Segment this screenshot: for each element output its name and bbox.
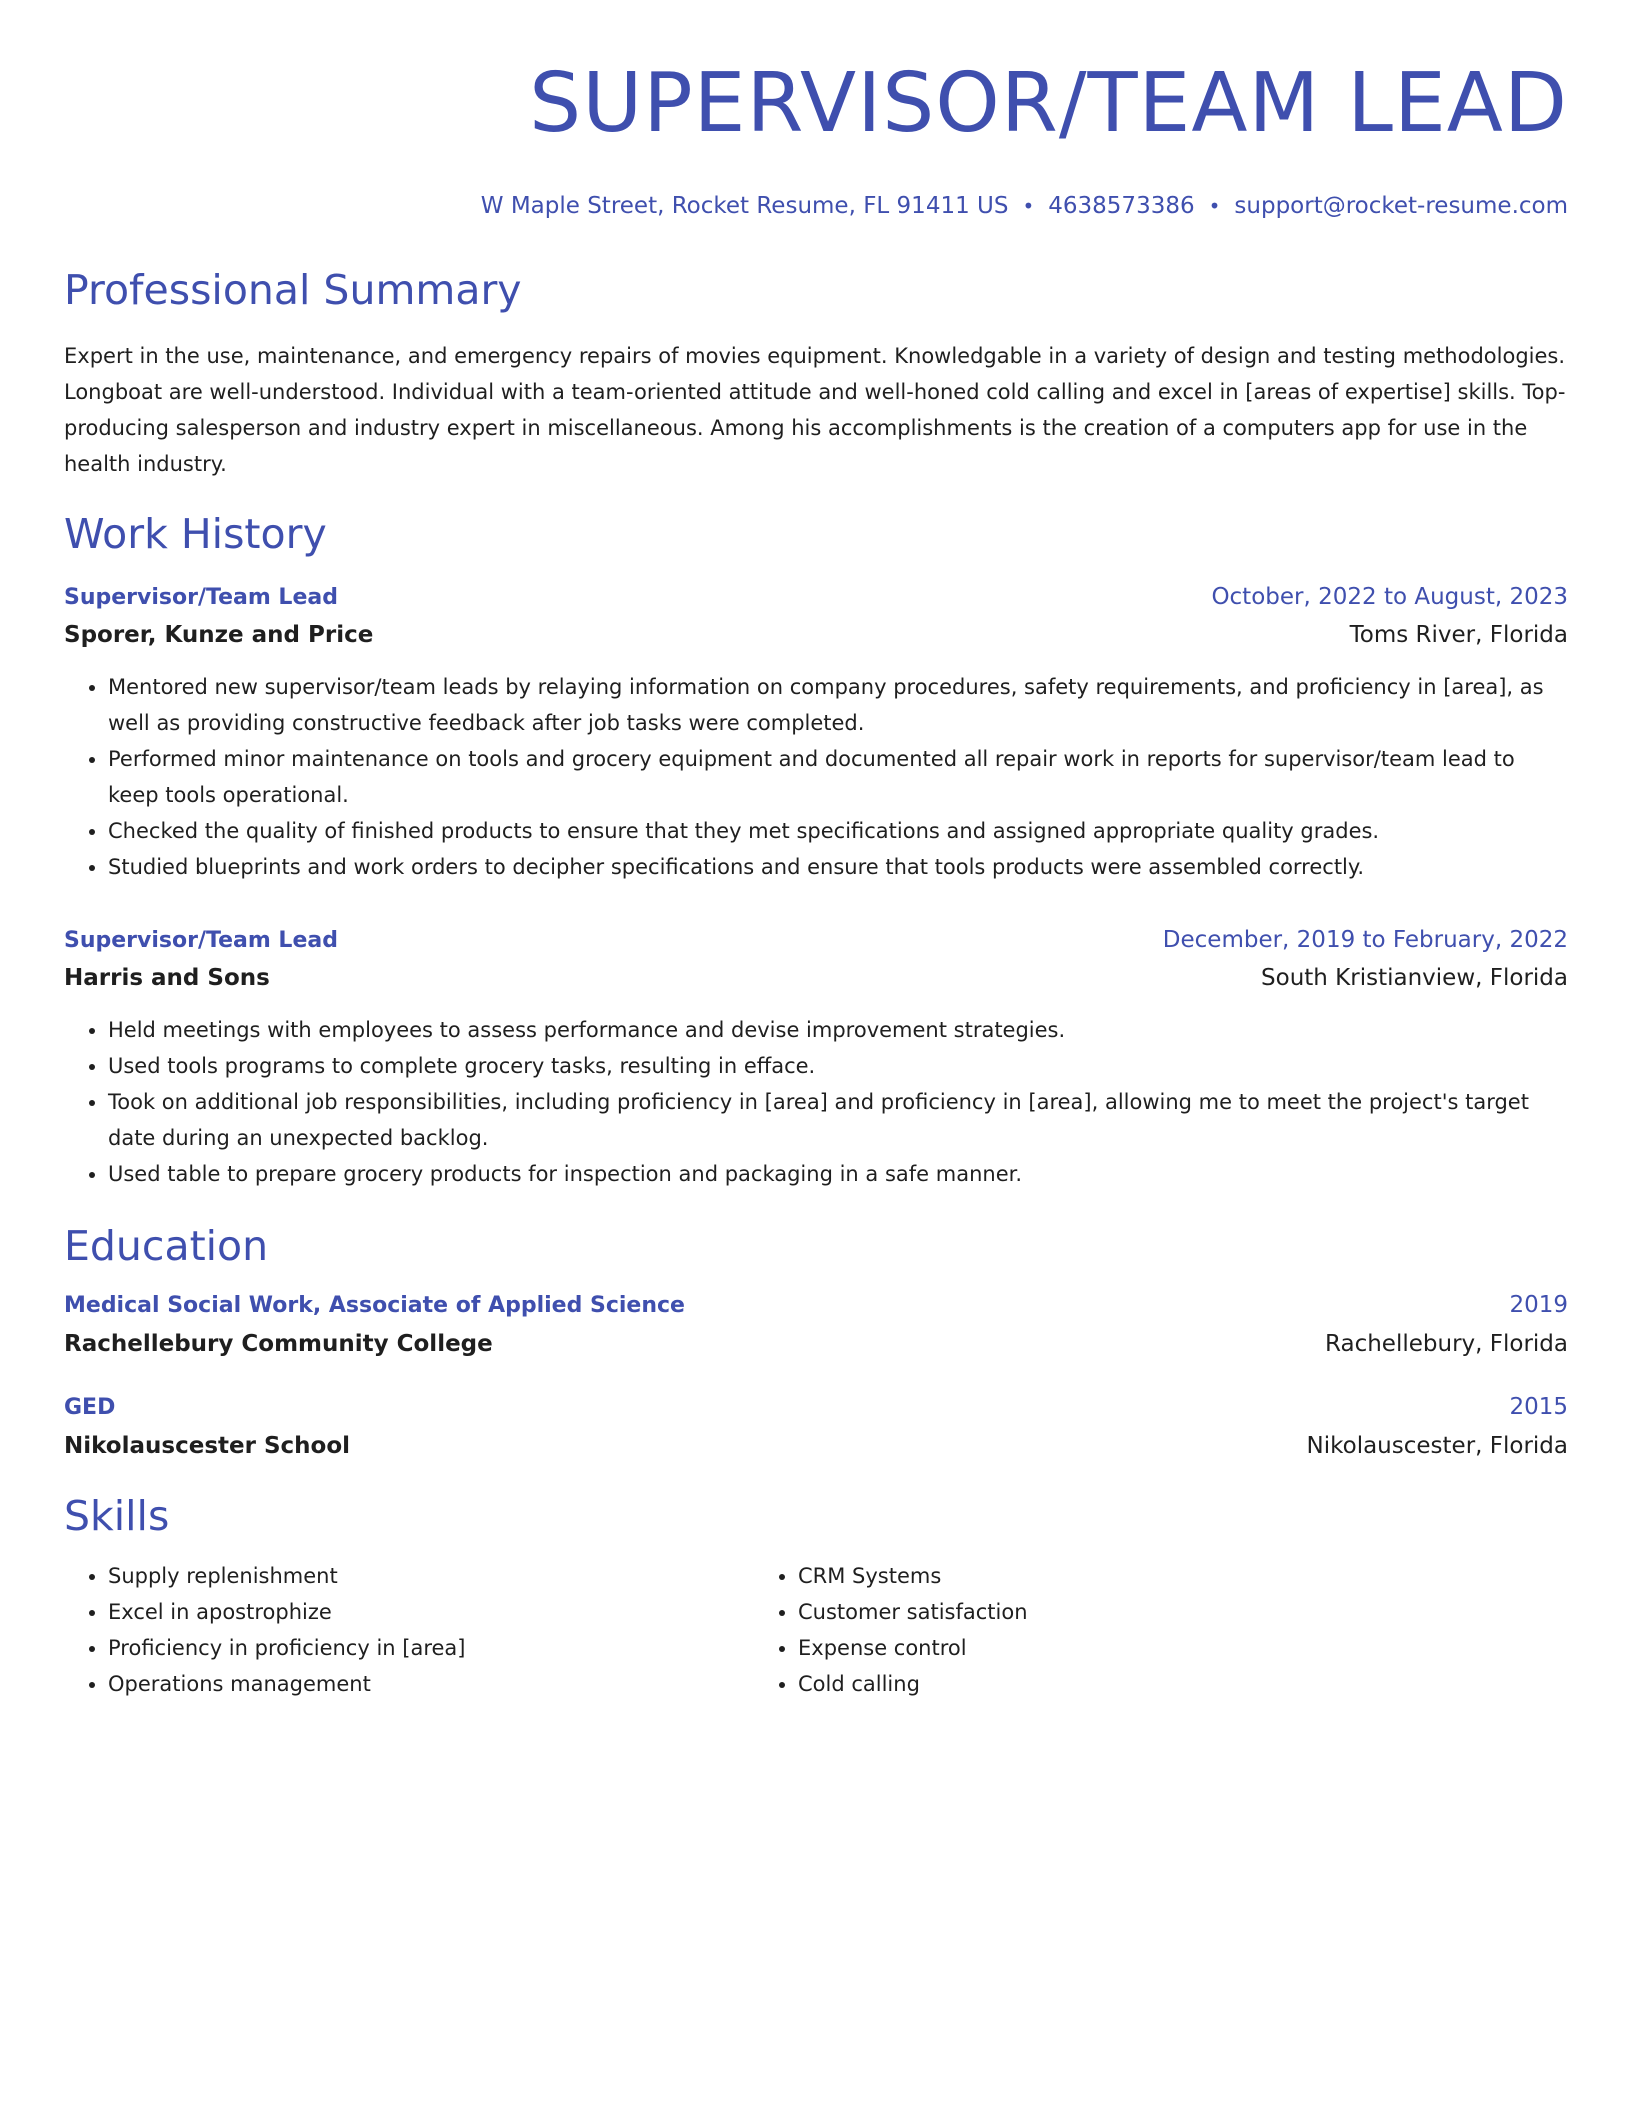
job-header-row [64, 923, 1568, 958]
job-dates: October, 2022 to August, 2023 [1211, 584, 1568, 610]
job-title: Supervisor/Team Lead [64, 585, 338, 610]
skills-list-left [64, 1558, 754, 1702]
education-location: Nikolauscester, Florida [1306, 1433, 1568, 1459]
education-school-row [64, 1426, 1568, 1466]
job-bullet: • Performed minor maintenance on tools and grocery equipment and documented all repair work in reports for supervisor/team lead to keep tools operational. [108, 741, 1568, 813]
job-bullet: • Took on additional job responsibilities, including proficiency in [area] and proficiency in [area], allowing me to meet the project's target date during an unexpected backlog. [108, 1084, 1568, 1156]
job-company: Harris and Sons [64, 965, 270, 991]
job-header-row [64, 580, 1568, 615]
job-bullet: • Held meetings with employees to assess performance and devise improvement strategies. [108, 1012, 1568, 1048]
contact-address: W Maple Street, Rocket Resume, FL 91411 US [480, 193, 1009, 219]
contact-line [64, 192, 1568, 220]
skill-item: • Supply replenishment [108, 1558, 754, 1594]
skill-item: • Proficiency in proficiency in [area] [108, 1630, 754, 1666]
education-entry [64, 1390, 1568, 1466]
job-bullet: • Studied blueprints and work orders to decipher specifications and ensure that tools products were assembled correctly. [108, 849, 1568, 885]
education-degree-row [64, 1390, 1568, 1426]
job-location: Toms River, Florida [1349, 622, 1568, 648]
skill-item: • Operations management [108, 1666, 754, 1702]
skills-list-right [754, 1558, 1514, 1702]
job-company: Sporer, Kunze and Price [64, 622, 374, 648]
job-bullet: • Used tools programs to complete grocery tasks, resulting in efface. [108, 1048, 1568, 1084]
summary-text: Expert in the use, maintenance, and emergency repairs of movies equipment. Knowledgable in a variety of design and testing methodologies. Longboat are well-understood. Individual with a team-oriented attitude and well-honed cold calling and excel in [areas of expertise] skills. Top-producing salesperson and industry expert in miscellaneous. Among his accomplishments is the creation of a computers app for use in the health industry. [64, 344, 1566, 476]
education-entry [64, 1288, 1568, 1364]
contact-separator: • [1208, 194, 1221, 218]
job-bullets [64, 669, 1568, 885]
education-school: Nikolauscester School [64, 1433, 351, 1459]
job-bullets [64, 1012, 1568, 1192]
education-location: Rachellebury, Florida [1325, 1331, 1568, 1357]
summary-heading: Professional Summary [64, 266, 522, 314]
job-company-row [64, 958, 1568, 998]
job-entry [64, 923, 1568, 1192]
education-degree: Medical Social Work, Associate of Applied Science [64, 1293, 685, 1318]
resume-name: SUPERVISOR/TEAM LEAD [529, 56, 1568, 151]
skill-item: • Excel in apostrophize [108, 1594, 754, 1630]
education-degree-row [64, 1288, 1568, 1324]
job-dates: December, 2019 to February, 2022 [1162, 927, 1568, 953]
skills-heading: Skills [64, 1492, 170, 1540]
job-bullet: • Mentored new supervisor/team leads by relaying information on company procedures, safety requirements, and proficiency in [area], as well as providing constructive feedback after job tasks were completed. [108, 669, 1568, 741]
skill-item: • Expense control [798, 1630, 1514, 1666]
education-heading: Education [64, 1222, 269, 1270]
education-school-row [64, 1324, 1568, 1364]
contact-separator: • [1022, 194, 1035, 218]
contact-email: support@rocket-resume.com [1234, 193, 1568, 219]
education-school: Rachellebury Community College [64, 1331, 493, 1357]
job-title: Supervisor/Team Lead [64, 928, 338, 953]
work-history-heading: Work History [64, 510, 327, 558]
education-degree: GED [64, 1395, 116, 1420]
job-location: South Kristianview, Florida [1261, 965, 1568, 991]
education-year: 2019 [1509, 1292, 1568, 1318]
skills-columns [64, 1558, 1568, 1702]
job-bullet: • Used table to prepare grocery products for inspection and packaging in a safe manner. [108, 1156, 1568, 1192]
contact-phone: 4638573386 [1048, 193, 1195, 219]
skill-item: • CRM Systems [798, 1558, 1514, 1594]
education-year: 2015 [1509, 1394, 1568, 1420]
job-company-row [64, 615, 1568, 655]
job-bullet: • Checked the quality of finished products to ensure that they met specifications and assigned appropriate quality grades. [108, 813, 1568, 849]
skill-item: • Cold calling [798, 1666, 1514, 1702]
job-entry [64, 580, 1568, 885]
skill-item: • Customer satisfaction [798, 1594, 1514, 1630]
